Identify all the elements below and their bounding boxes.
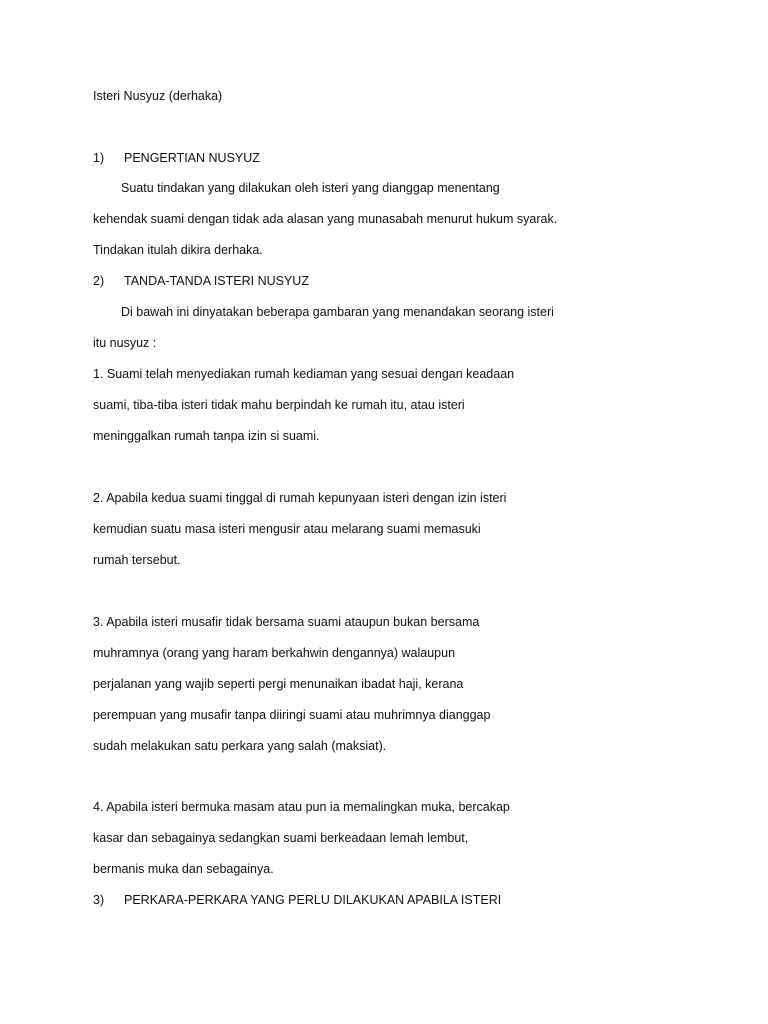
point-3-line-4: perempuan yang musafir tanpa diiringi suami atau muhrimnya dianggap bbox=[93, 708, 491, 722]
intro-line-2: itu nusyuz : bbox=[93, 336, 157, 350]
document-title: Isteri Nusyuz (derhaka) bbox=[93, 89, 223, 103]
point-3-line-2: muhramnya (orang yang haram berkahwin dengannya) walaupun bbox=[93, 646, 456, 660]
point-1-line-1: 1. Suami telah menyediakan rumah kediaman yang sesuai dengan keadaan bbox=[93, 367, 515, 381]
section-number: 3) bbox=[93, 893, 105, 907]
section-number: 2) bbox=[93, 274, 105, 288]
section-number: 1) bbox=[93, 151, 105, 165]
section-heading-3 bbox=[93, 892, 501, 908]
point-4-line-2: kasar dan sebagainya sedangkan suami berkeadaan lemah lembut, bbox=[93, 831, 469, 845]
point-2-line-2: kemudian suatu masa isteri mengusir atau melarang suami memasuki bbox=[93, 522, 481, 536]
point-4-line-1: 4. Apabila isteri bermuka masam atau pun ia memalingkan muka, bercakap bbox=[93, 800, 510, 814]
point-4-line-3: bermanis muka dan sebagainya. bbox=[93, 862, 274, 876]
definition-line-2: kehendak suami dengan tidak ada alasan yang munasabah menurut hukum syarak. bbox=[93, 212, 558, 226]
section-heading-2 bbox=[93, 273, 309, 289]
intro-line-1: Di bawah ini dinyatakan beberapa gambaran yang menandakan seorang isteri bbox=[121, 305, 554, 319]
point-2-line-3: rumah tersebut. bbox=[93, 553, 181, 567]
section-heading-text: PERKARA-PERKARA YANG PERLU DILAKUKAN APABILA ISTERI bbox=[124, 893, 502, 907]
section-heading-1 bbox=[93, 150, 260, 166]
point-1-line-3: meninggalkan rumah tanpa izin si suami. bbox=[93, 429, 320, 443]
definition-line-3: Tindakan itulah dikira derhaka. bbox=[93, 243, 263, 257]
point-3-line-3: perjalanan yang wajib seperti pergi menunaikan ibadat haji, kerana bbox=[93, 677, 464, 691]
point-3-line-5: sudah melakukan satu perkara yang salah (maksiat). bbox=[93, 739, 387, 753]
section-heading-text: TANDA-TANDA ISTERI NUSYUZ bbox=[124, 274, 309, 288]
definition-line-1: Suatu tindakan yang dilakukan oleh isteri yang dianggap menentang bbox=[121, 181, 500, 195]
point-2-line-1: 2. Apabila kedua suami tinggal di rumah kepunyaan isteri dengan izin isteri bbox=[93, 491, 507, 505]
section-heading-text: PENGERTIAN NUSYUZ bbox=[124, 151, 260, 165]
point-3-line-1: 3. Apabila isteri musafir tidak bersama suami ataupun bukan bersama bbox=[93, 615, 480, 629]
point-1-line-2: suami, tiba-tiba isteri tidak mahu berpindah ke rumah itu, atau isteri bbox=[93, 398, 465, 412]
